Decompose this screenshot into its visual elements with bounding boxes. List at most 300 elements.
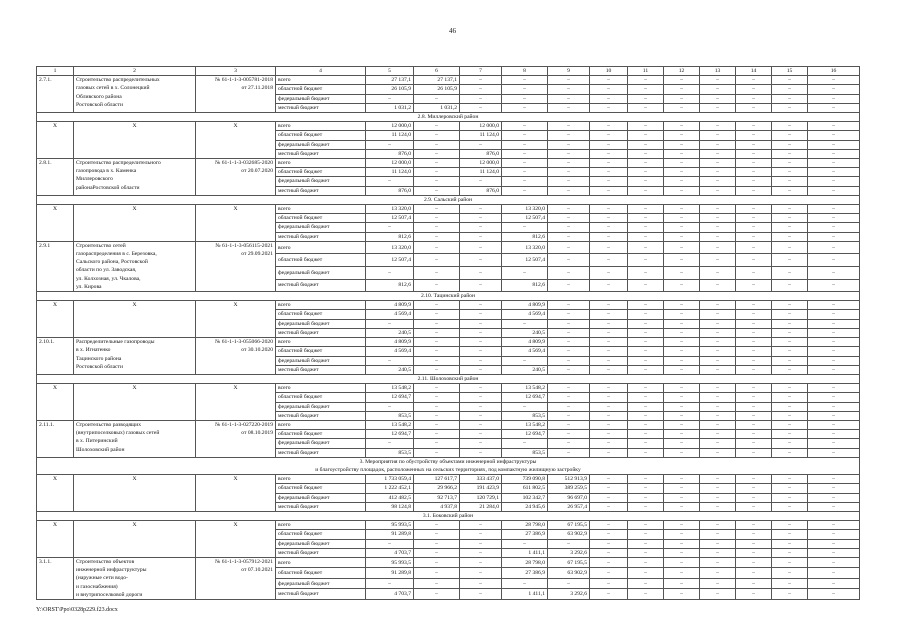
- item-name-cell: Строительство разводящих (внутрипоселковых) газовых сетей в х. Питеринский Шолоховский район: [74, 420, 196, 457]
- amount-cell: –: [548, 347, 590, 356]
- amount-cell: 12 694,7: [502, 393, 548, 402]
- amount-cell: 13 320,0: [502, 241, 548, 254]
- amount-cell: 12 694,7: [502, 430, 548, 439]
- amount-cell: –: [664, 365, 700, 374]
- amount-cell: –: [700, 338, 736, 347]
- funding-source-cell: всего: [276, 475, 366, 484]
- amount-cell: –: [700, 530, 736, 539]
- amount-cell: –: [808, 402, 860, 411]
- amount-cell: –: [502, 439, 548, 448]
- section-title: 3. Мероприятия по обустройству объектами инженерной инфраструктуры и благоустройству площадок, расположенных на сельских территориях, под компактную жилищную застройку: [37, 457, 860, 474]
- expert-conclusion-cell: Х: [196, 384, 276, 421]
- amount-cell: –: [548, 310, 590, 319]
- amount-cell: –: [664, 214, 700, 223]
- amount-cell: –: [664, 301, 700, 310]
- amount-cell: –: [700, 223, 736, 232]
- amount-cell: –: [700, 484, 736, 493]
- amount-cell: –: [548, 384, 590, 393]
- amount-cell: –: [700, 439, 736, 448]
- amount-cell: 13 548,2: [502, 420, 548, 429]
- amount-cell: –: [548, 356, 590, 365]
- amount-cell: –: [502, 223, 548, 232]
- budget-table: [36, 66, 860, 600]
- amount-cell: –: [664, 548, 700, 557]
- section-title: 2.11. Шолоховский район: [37, 374, 860, 383]
- table-row: [37, 557, 860, 568]
- amount-cell: –: [736, 411, 772, 420]
- amount-cell: –: [414, 568, 460, 579]
- amount-cell: –: [366, 402, 414, 411]
- amount-cell: –: [590, 177, 628, 186]
- amount-cell: –: [548, 149, 590, 158]
- amount-cell: –: [700, 548, 736, 557]
- funding-source-cell: местный бюджет: [276, 232, 366, 241]
- table-row: [37, 241, 860, 254]
- amount-cell: –: [736, 223, 772, 232]
- amount-cell: –: [808, 347, 860, 356]
- amount-cell: –: [502, 103, 548, 112]
- amount-cell: –: [628, 411, 664, 420]
- funding-source-cell: областной бюджет: [276, 214, 366, 223]
- amount-cell: –: [808, 279, 860, 292]
- item-name-cell: Х: [74, 521, 196, 558]
- amount-cell: –: [664, 402, 700, 411]
- amount-cell: –: [700, 502, 736, 511]
- amount-cell: –: [736, 430, 772, 439]
- amount-cell: 240,5: [366, 328, 414, 337]
- amount-cell: 13 320,0: [366, 241, 414, 254]
- amount-cell: –: [628, 430, 664, 439]
- amount-cell: –: [366, 439, 414, 448]
- amount-cell: –: [772, 420, 808, 429]
- amount-cell: –: [502, 177, 548, 186]
- amount-cell: –: [590, 475, 628, 484]
- amount-cell: –: [548, 448, 590, 457]
- amount-cell: –: [772, 85, 808, 94]
- amount-cell: –: [460, 530, 502, 539]
- table-row: [37, 338, 860, 347]
- item-code-cell: 2.8.1.: [37, 159, 74, 196]
- amount-cell: –: [548, 177, 590, 186]
- amount-cell: –: [664, 122, 700, 131]
- amount-cell: 11 124,0: [366, 168, 414, 177]
- amount-cell: –: [664, 103, 700, 112]
- amount-cell: –: [808, 484, 860, 493]
- amount-cell: –: [628, 393, 664, 402]
- amount-cell: –: [700, 94, 736, 103]
- amount-cell: –: [664, 557, 700, 568]
- amount-cell: –: [548, 319, 590, 328]
- amount-cell: 3 292,6: [548, 548, 590, 557]
- amount-cell: –: [808, 159, 860, 168]
- amount-cell: –: [460, 521, 502, 530]
- amount-cell: –: [628, 205, 664, 214]
- amount-cell: –: [414, 232, 460, 241]
- amount-cell: –: [808, 149, 860, 158]
- amount-cell: –: [808, 103, 860, 112]
- amount-cell: –: [808, 430, 860, 439]
- funding-source-cell: областной бюджет: [276, 168, 366, 177]
- amount-cell: –: [590, 411, 628, 420]
- amount-cell: 13 548,2: [366, 384, 414, 393]
- section-heading-row: [37, 113, 860, 122]
- amount-cell: –: [628, 568, 664, 579]
- amount-cell: –: [736, 254, 772, 267]
- amount-cell: 98 124,8: [366, 502, 414, 511]
- amount-cell: –: [736, 493, 772, 502]
- amount-cell: –: [590, 589, 628, 600]
- amount-cell: –: [460, 430, 502, 439]
- amount-cell: –: [502, 168, 548, 177]
- amount-cell: –: [664, 393, 700, 402]
- amount-cell: –: [414, 241, 460, 254]
- amount-cell: –: [772, 578, 808, 589]
- item-name-cell: Х: [74, 475, 196, 512]
- amount-cell: 389 259,5: [548, 484, 590, 493]
- amount-cell: –: [772, 502, 808, 511]
- funding-source-cell: местный бюджет: [276, 548, 366, 557]
- amount-cell: –: [460, 254, 502, 267]
- section-heading-row: [37, 511, 860, 520]
- amount-cell: 3 292,6: [548, 589, 590, 600]
- amount-cell: –: [736, 103, 772, 112]
- amount-cell: –: [736, 484, 772, 493]
- amount-cell: –: [736, 589, 772, 600]
- amount-cell: –: [590, 310, 628, 319]
- amount-cell: –: [628, 214, 664, 223]
- funding-source-cell: федеральный бюджет: [276, 319, 366, 328]
- item-name-cell: Х: [74, 122, 196, 159]
- amount-cell: –: [628, 475, 664, 484]
- amount-cell: –: [414, 205, 460, 214]
- amount-cell: –: [772, 448, 808, 457]
- item-code-cell: Х: [37, 384, 74, 421]
- amount-cell: –: [628, 131, 664, 140]
- column-number-cell: 16: [808, 67, 860, 76]
- amount-cell: –: [414, 254, 460, 267]
- amount-cell: –: [736, 475, 772, 484]
- amount-cell: –: [460, 365, 502, 374]
- amount-cell: 63 902,9: [548, 568, 590, 579]
- amount-cell: –: [548, 338, 590, 347]
- amount-cell: –: [772, 241, 808, 254]
- amount-cell: –: [460, 85, 502, 94]
- amount-cell: 876,0: [366, 149, 414, 158]
- amount-cell: –: [460, 328, 502, 337]
- amount-cell: –: [590, 232, 628, 241]
- amount-cell: –: [736, 131, 772, 140]
- amount-cell: –: [772, 214, 808, 223]
- amount-cell: –: [700, 279, 736, 292]
- amount-cell: –: [628, 539, 664, 548]
- column-number-cell: 2: [74, 67, 196, 76]
- amount-cell: 512 913,9: [548, 475, 590, 484]
- amount-cell: –: [590, 254, 628, 267]
- funding-source-cell: всего: [276, 205, 366, 214]
- amount-cell: –: [366, 539, 414, 548]
- amount-cell: 1 411,1: [502, 589, 548, 600]
- amount-cell: 96 697,0: [548, 493, 590, 502]
- amount-cell: –: [664, 439, 700, 448]
- amount-cell: –: [502, 402, 548, 411]
- amount-cell: –: [502, 122, 548, 131]
- amount-cell: –: [628, 439, 664, 448]
- amount-cell: 4 703,7: [366, 548, 414, 557]
- item-code-cell: 2.7.1.: [37, 76, 74, 113]
- amount-cell: 13 548,2: [502, 384, 548, 393]
- table-row: [37, 122, 860, 131]
- amount-cell: –: [772, 493, 808, 502]
- amount-cell: –: [366, 94, 414, 103]
- amount-cell: –: [808, 557, 860, 568]
- amount-cell: –: [736, 384, 772, 393]
- amount-cell: –: [736, 94, 772, 103]
- amount-cell: –: [736, 310, 772, 319]
- funding-source-cell: областной бюджет: [276, 310, 366, 319]
- section-title: 3.1. Боковский район: [37, 511, 860, 520]
- amount-cell: –: [414, 448, 460, 457]
- amount-cell: –: [414, 168, 460, 177]
- amount-cell: –: [414, 319, 460, 328]
- amount-cell: –: [700, 384, 736, 393]
- amount-cell: –: [628, 103, 664, 112]
- amount-cell: –: [700, 578, 736, 589]
- amount-cell: –: [664, 279, 700, 292]
- amount-cell: –: [366, 223, 414, 232]
- expert-conclusion-cell: № 61-1-1-3-027220-2019 от 08.10.2019: [196, 420, 276, 457]
- amount-cell: –: [460, 420, 502, 429]
- amount-cell: –: [736, 159, 772, 168]
- amount-cell: –: [590, 76, 628, 85]
- funding-source-cell: всего: [276, 76, 366, 85]
- amount-cell: –: [590, 214, 628, 223]
- amount-cell: 4 809,9: [502, 301, 548, 310]
- amount-cell: –: [414, 393, 460, 402]
- amount-cell: –: [628, 94, 664, 103]
- amount-cell: –: [548, 393, 590, 402]
- amount-cell: –: [808, 85, 860, 94]
- section-heading-row: [37, 374, 860, 383]
- amount-cell: –: [414, 338, 460, 347]
- amount-cell: –: [628, 168, 664, 177]
- amount-cell: –: [502, 131, 548, 140]
- amount-cell: –: [700, 103, 736, 112]
- amount-cell: 853,5: [366, 448, 414, 457]
- amount-cell: –: [548, 279, 590, 292]
- amount-cell: –: [414, 430, 460, 439]
- amount-cell: –: [628, 502, 664, 511]
- amount-cell: –: [808, 568, 860, 579]
- amount-cell: –: [808, 254, 860, 267]
- amount-cell: –: [772, 328, 808, 337]
- item-code-cell: Х: [37, 301, 74, 338]
- amount-cell: 876,0: [460, 186, 502, 195]
- amount-cell: –: [414, 356, 460, 365]
- amount-cell: –: [502, 266, 548, 279]
- amount-cell: –: [736, 186, 772, 195]
- amount-cell: –: [772, 76, 808, 85]
- amount-cell: –: [700, 205, 736, 214]
- column-number-cell: 6: [414, 67, 460, 76]
- amount-cell: –: [736, 149, 772, 158]
- amount-cell: –: [736, 356, 772, 365]
- amount-cell: –: [460, 76, 502, 85]
- amount-cell: –: [414, 177, 460, 186]
- amount-cell: –: [664, 205, 700, 214]
- amount-cell: –: [664, 347, 700, 356]
- amount-cell: –: [700, 356, 736, 365]
- amount-cell: –: [414, 557, 460, 568]
- amount-cell: –: [414, 402, 460, 411]
- amount-cell: –: [772, 484, 808, 493]
- amount-cell: –: [548, 186, 590, 195]
- amount-cell: –: [808, 493, 860, 502]
- amount-cell: –: [590, 140, 628, 149]
- column-number-cell: 13: [700, 67, 736, 76]
- amount-cell: –: [628, 578, 664, 589]
- amount-cell: –: [460, 589, 502, 600]
- amount-cell: –: [414, 578, 460, 589]
- amount-cell: –: [460, 347, 502, 356]
- amount-cell: –: [808, 539, 860, 548]
- amount-cell: –: [548, 159, 590, 168]
- funding-source-cell: областной бюджет: [276, 85, 366, 94]
- amount-cell: –: [664, 539, 700, 548]
- funding-source-cell: областной бюджет: [276, 254, 366, 267]
- amount-cell: –: [414, 223, 460, 232]
- amount-cell: –: [736, 241, 772, 254]
- column-number-cell: 9: [548, 67, 590, 76]
- funding-source-cell: федеральный бюджет: [276, 439, 366, 448]
- amount-cell: –: [502, 578, 548, 589]
- expert-conclusion-cell: № 61-1-1-3-056115-2021 от 29.09.2021: [196, 241, 276, 291]
- column-number-cell: 3: [196, 67, 276, 76]
- amount-cell: 739 090,8: [502, 475, 548, 484]
- amount-cell: –: [664, 328, 700, 337]
- amount-cell: –: [772, 94, 808, 103]
- amount-cell: –: [808, 214, 860, 223]
- expert-conclusion-cell: Х: [196, 301, 276, 338]
- amount-cell: –: [590, 149, 628, 158]
- amount-cell: –: [590, 205, 628, 214]
- amount-cell: –: [548, 131, 590, 140]
- amount-cell: –: [628, 338, 664, 347]
- amount-cell: –: [772, 186, 808, 195]
- amount-cell: –: [700, 393, 736, 402]
- funding-source-cell: федеральный бюджет: [276, 539, 366, 548]
- amount-cell: 24 945,6: [502, 502, 548, 511]
- amount-cell: –: [664, 420, 700, 429]
- amount-cell: –: [700, 85, 736, 94]
- funding-source-cell: федеральный бюджет: [276, 578, 366, 589]
- expert-conclusion-cell: № 61-1-1-3-055066-2020 от 30.10.2020: [196, 338, 276, 375]
- funding-source-cell: федеральный бюджет: [276, 177, 366, 186]
- amount-cell: 876,0: [366, 186, 414, 195]
- amount-cell: –: [808, 223, 860, 232]
- amount-cell: –: [590, 548, 628, 557]
- funding-source-cell: местный бюджет: [276, 149, 366, 158]
- amount-cell: 412 482,5: [366, 493, 414, 502]
- table-row: [37, 384, 860, 393]
- amount-cell: –: [808, 140, 860, 149]
- amount-cell: –: [414, 279, 460, 292]
- amount-cell: –: [736, 568, 772, 579]
- amount-cell: 12 000,0: [460, 159, 502, 168]
- amount-cell: –: [736, 539, 772, 548]
- amount-cell: –: [808, 94, 860, 103]
- amount-cell: –: [808, 122, 860, 131]
- amount-cell: –: [502, 539, 548, 548]
- amount-cell: –: [772, 539, 808, 548]
- amount-cell: –: [736, 214, 772, 223]
- amount-cell: –: [736, 122, 772, 131]
- funding-source-cell: областной бюджет: [276, 131, 366, 140]
- item-name-cell: Строительство сетей газораспределения в с. Березовка, Сальского района, Ростовской области по ул. Заводская, ул. Колхозная, ул. Чкалова, ул. Кирова: [74, 241, 196, 291]
- amount-cell: –: [590, 122, 628, 131]
- amount-cell: 12 507,4: [366, 254, 414, 267]
- amount-cell: –: [548, 168, 590, 177]
- amount-cell: –: [664, 186, 700, 195]
- amount-cell: 4 809,9: [366, 301, 414, 310]
- amount-cell: –: [808, 384, 860, 393]
- amount-cell: –: [460, 232, 502, 241]
- funding-source-cell: областной бюджет: [276, 347, 366, 356]
- amount-cell: –: [772, 402, 808, 411]
- amount-cell: –: [736, 266, 772, 279]
- amount-cell: –: [548, 402, 590, 411]
- amount-cell: –: [808, 241, 860, 254]
- amount-cell: –: [548, 328, 590, 337]
- amount-cell: –: [664, 232, 700, 241]
- amount-cell: –: [700, 557, 736, 568]
- funding-source-cell: областной бюджет: [276, 430, 366, 439]
- amount-cell: –: [414, 159, 460, 168]
- amount-cell: –: [736, 319, 772, 328]
- amount-cell: –: [700, 328, 736, 337]
- amount-cell: –: [628, 266, 664, 279]
- table-row: [37, 475, 860, 484]
- amount-cell: –: [772, 232, 808, 241]
- amount-cell: –: [772, 319, 808, 328]
- amount-cell: –: [548, 254, 590, 267]
- amount-cell: –: [808, 205, 860, 214]
- amount-cell: –: [548, 301, 590, 310]
- amount-cell: –: [808, 393, 860, 402]
- amount-cell: –: [772, 122, 808, 131]
- amount-cell: 27 386,9: [502, 568, 548, 579]
- amount-cell: –: [414, 186, 460, 195]
- amount-cell: –: [628, 254, 664, 267]
- amount-cell: –: [460, 279, 502, 292]
- amount-cell: –: [590, 159, 628, 168]
- amount-cell: –: [548, 103, 590, 112]
- funding-source-cell: местный бюджет: [276, 589, 366, 600]
- section-heading-row: [37, 195, 860, 204]
- amount-cell: –: [736, 328, 772, 337]
- amount-cell: –: [460, 411, 502, 420]
- amount-cell: –: [414, 347, 460, 356]
- amount-cell: –: [628, 122, 664, 131]
- amount-cell: 812,6: [366, 232, 414, 241]
- amount-cell: 853,5: [502, 448, 548, 457]
- amount-cell: –: [460, 266, 502, 279]
- funding-source-cell: федеральный бюджет: [276, 223, 366, 232]
- amount-cell: –: [548, 539, 590, 548]
- amount-cell: –: [808, 439, 860, 448]
- amount-cell: –: [700, 568, 736, 579]
- amount-cell: –: [548, 439, 590, 448]
- amount-cell: –: [772, 254, 808, 267]
